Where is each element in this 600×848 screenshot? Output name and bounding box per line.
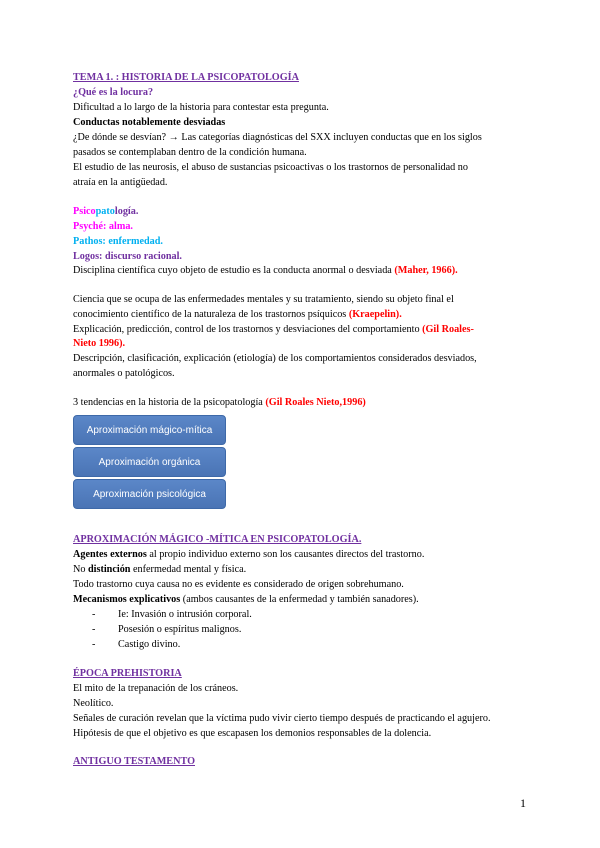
line-senales: Señales de curación revelan que la víctima pudo vivir cierto tiempo después de practicando el agujero. bbox=[73, 713, 491, 724]
line-descripcion-1: Descripción, clasificación, explicación (etiología) de los comportamientos considerados desviados, bbox=[73, 353, 477, 364]
line-neolitico: Neolítico. bbox=[73, 698, 114, 709]
document-title: TEMA 1. : HISTORIA DE LA PSICOPATOLOGÍA bbox=[73, 72, 299, 83]
bullet-dash: - bbox=[92, 609, 96, 620]
line-hipotesis: Hipótesis de que el objetivo es que escapasen los demonios responsables de la dolencia. bbox=[73, 728, 432, 739]
bullet-item bbox=[92, 622, 241, 637]
citation-kraepelin: (Kraepelin). bbox=[348, 309, 402, 320]
agentes-text: al propio individuo externo son los causantes directos del trastorno. bbox=[146, 549, 425, 560]
tendencias-text: 3 tendencias en la historia de la psicopatología bbox=[73, 397, 266, 408]
heading-prehistoria: ÉPOCA PREHISTORIA bbox=[73, 668, 182, 679]
line-descripcion-2: anormales o patológicos. bbox=[73, 368, 175, 379]
line-disciplina bbox=[73, 263, 543, 278]
diagram-box-magico-mitica: Aproximación mágico-mítica bbox=[73, 415, 226, 445]
explicacion-text: Explicación, predicción, control de los trastornos y desviaciones del comportamiento bbox=[73, 324, 423, 335]
agentes-bold: Agentes externos bbox=[73, 549, 147, 560]
citation-maher: (Maher, 1966). bbox=[394, 265, 458, 276]
line-neurosis-2: atraía en la antigüedad. bbox=[73, 177, 168, 188]
diagram-box-organica: Aproximación orgánica bbox=[73, 447, 226, 477]
distincion-bold: distinción bbox=[88, 564, 131, 575]
citation-gil-2: (Gil Roales Nieto,1996) bbox=[265, 397, 366, 408]
etym-logos: Logos: discurso racional. bbox=[73, 251, 182, 262]
line-desvian-2: pasados se contemplaban dentro de la condición humana. bbox=[73, 147, 307, 158]
etym-psico: Psico bbox=[73, 206, 96, 217]
bullet-text: Posesión o espíritus malignos. bbox=[118, 624, 242, 635]
heading-magico-mitica: APROXIMACIÓN MÁGICO -MÍTICA EN PSICOPATOLOGÍA. bbox=[73, 534, 362, 545]
citation-gil-1b: Nieto 1996). bbox=[73, 338, 126, 349]
heading-antiguo-testamento: ANTIGUO TESTAMENTO bbox=[73, 756, 195, 767]
line-dificultad: Dificultad a lo largo de la historia para contestar esta pregunta. bbox=[73, 102, 329, 113]
line-mecanismos bbox=[73, 592, 543, 607]
bullet-text: Ie: Invasión o intrusión corporal. bbox=[118, 609, 252, 620]
question-locura: ¿Qué es la locura? bbox=[73, 87, 154, 98]
line-explicacion bbox=[73, 322, 543, 337]
line-neurosis-1: El estudio de las neurosis, el abuso de sustancias psicoactivas o los trastornos de personalidad no bbox=[73, 162, 468, 173]
line-ciencia-1: Ciencia que se ocupa de las enfermedades mentales y su tratamiento, siendo su objeto final el bbox=[73, 294, 454, 305]
etym-pathos: Pathos: enfermedad. bbox=[73, 236, 163, 247]
mecanismos-bold: Mecanismos explicativos bbox=[73, 594, 181, 605]
disciplina-text: Disciplina científica cuyo objeto de estudio es la conducta anormal o desviada bbox=[73, 265, 395, 276]
bullet-item bbox=[92, 607, 252, 622]
line-ciencia-2 bbox=[73, 307, 543, 322]
bullet-dash: - bbox=[92, 639, 96, 650]
etym-psicopatologia bbox=[73, 204, 543, 219]
etym-pato: pato bbox=[95, 206, 115, 217]
distincion-text: enfermedad mental y física. bbox=[130, 564, 247, 575]
no-text: No bbox=[73, 564, 88, 575]
line-todo: Todo trastorno cuya causa no es evidente es considerado de origen sobrehumano. bbox=[73, 579, 404, 590]
page-number: 1 bbox=[520, 796, 526, 810]
line-tendencias bbox=[73, 395, 543, 410]
line-mito bbox=[73, 681, 543, 696]
etym-logia: logía. bbox=[114, 206, 139, 217]
mito-text: El mito de la trepanación de los cráneos. bbox=[73, 683, 239, 694]
bullet-dash: - bbox=[92, 624, 96, 635]
citation-gil-1a: (Gil Roales- bbox=[422, 324, 474, 335]
line-agentes bbox=[73, 547, 543, 562]
line-distincion bbox=[73, 562, 543, 577]
bullet-text: Castigo divino. bbox=[118, 639, 181, 650]
diagram-box-psicologica: Aproximación psicológica bbox=[73, 479, 226, 509]
mecanismos-text: (ambos causantes de la enfermedad y también sanadores). bbox=[180, 594, 419, 605]
bullet-item bbox=[92, 637, 180, 652]
heading-conductas: Conductas notablemente desviadas bbox=[73, 117, 226, 128]
line-desvian-1: ¿De dónde se desvían? → Las categorías diagnósticas del SXX incluyen conductas que en los siglos bbox=[73, 132, 482, 143]
ciencia-text: conocimiento científico de la naturaleza de los trastornos psíquicos bbox=[73, 309, 349, 320]
etym-psyche: Psyché: alma. bbox=[73, 221, 133, 232]
